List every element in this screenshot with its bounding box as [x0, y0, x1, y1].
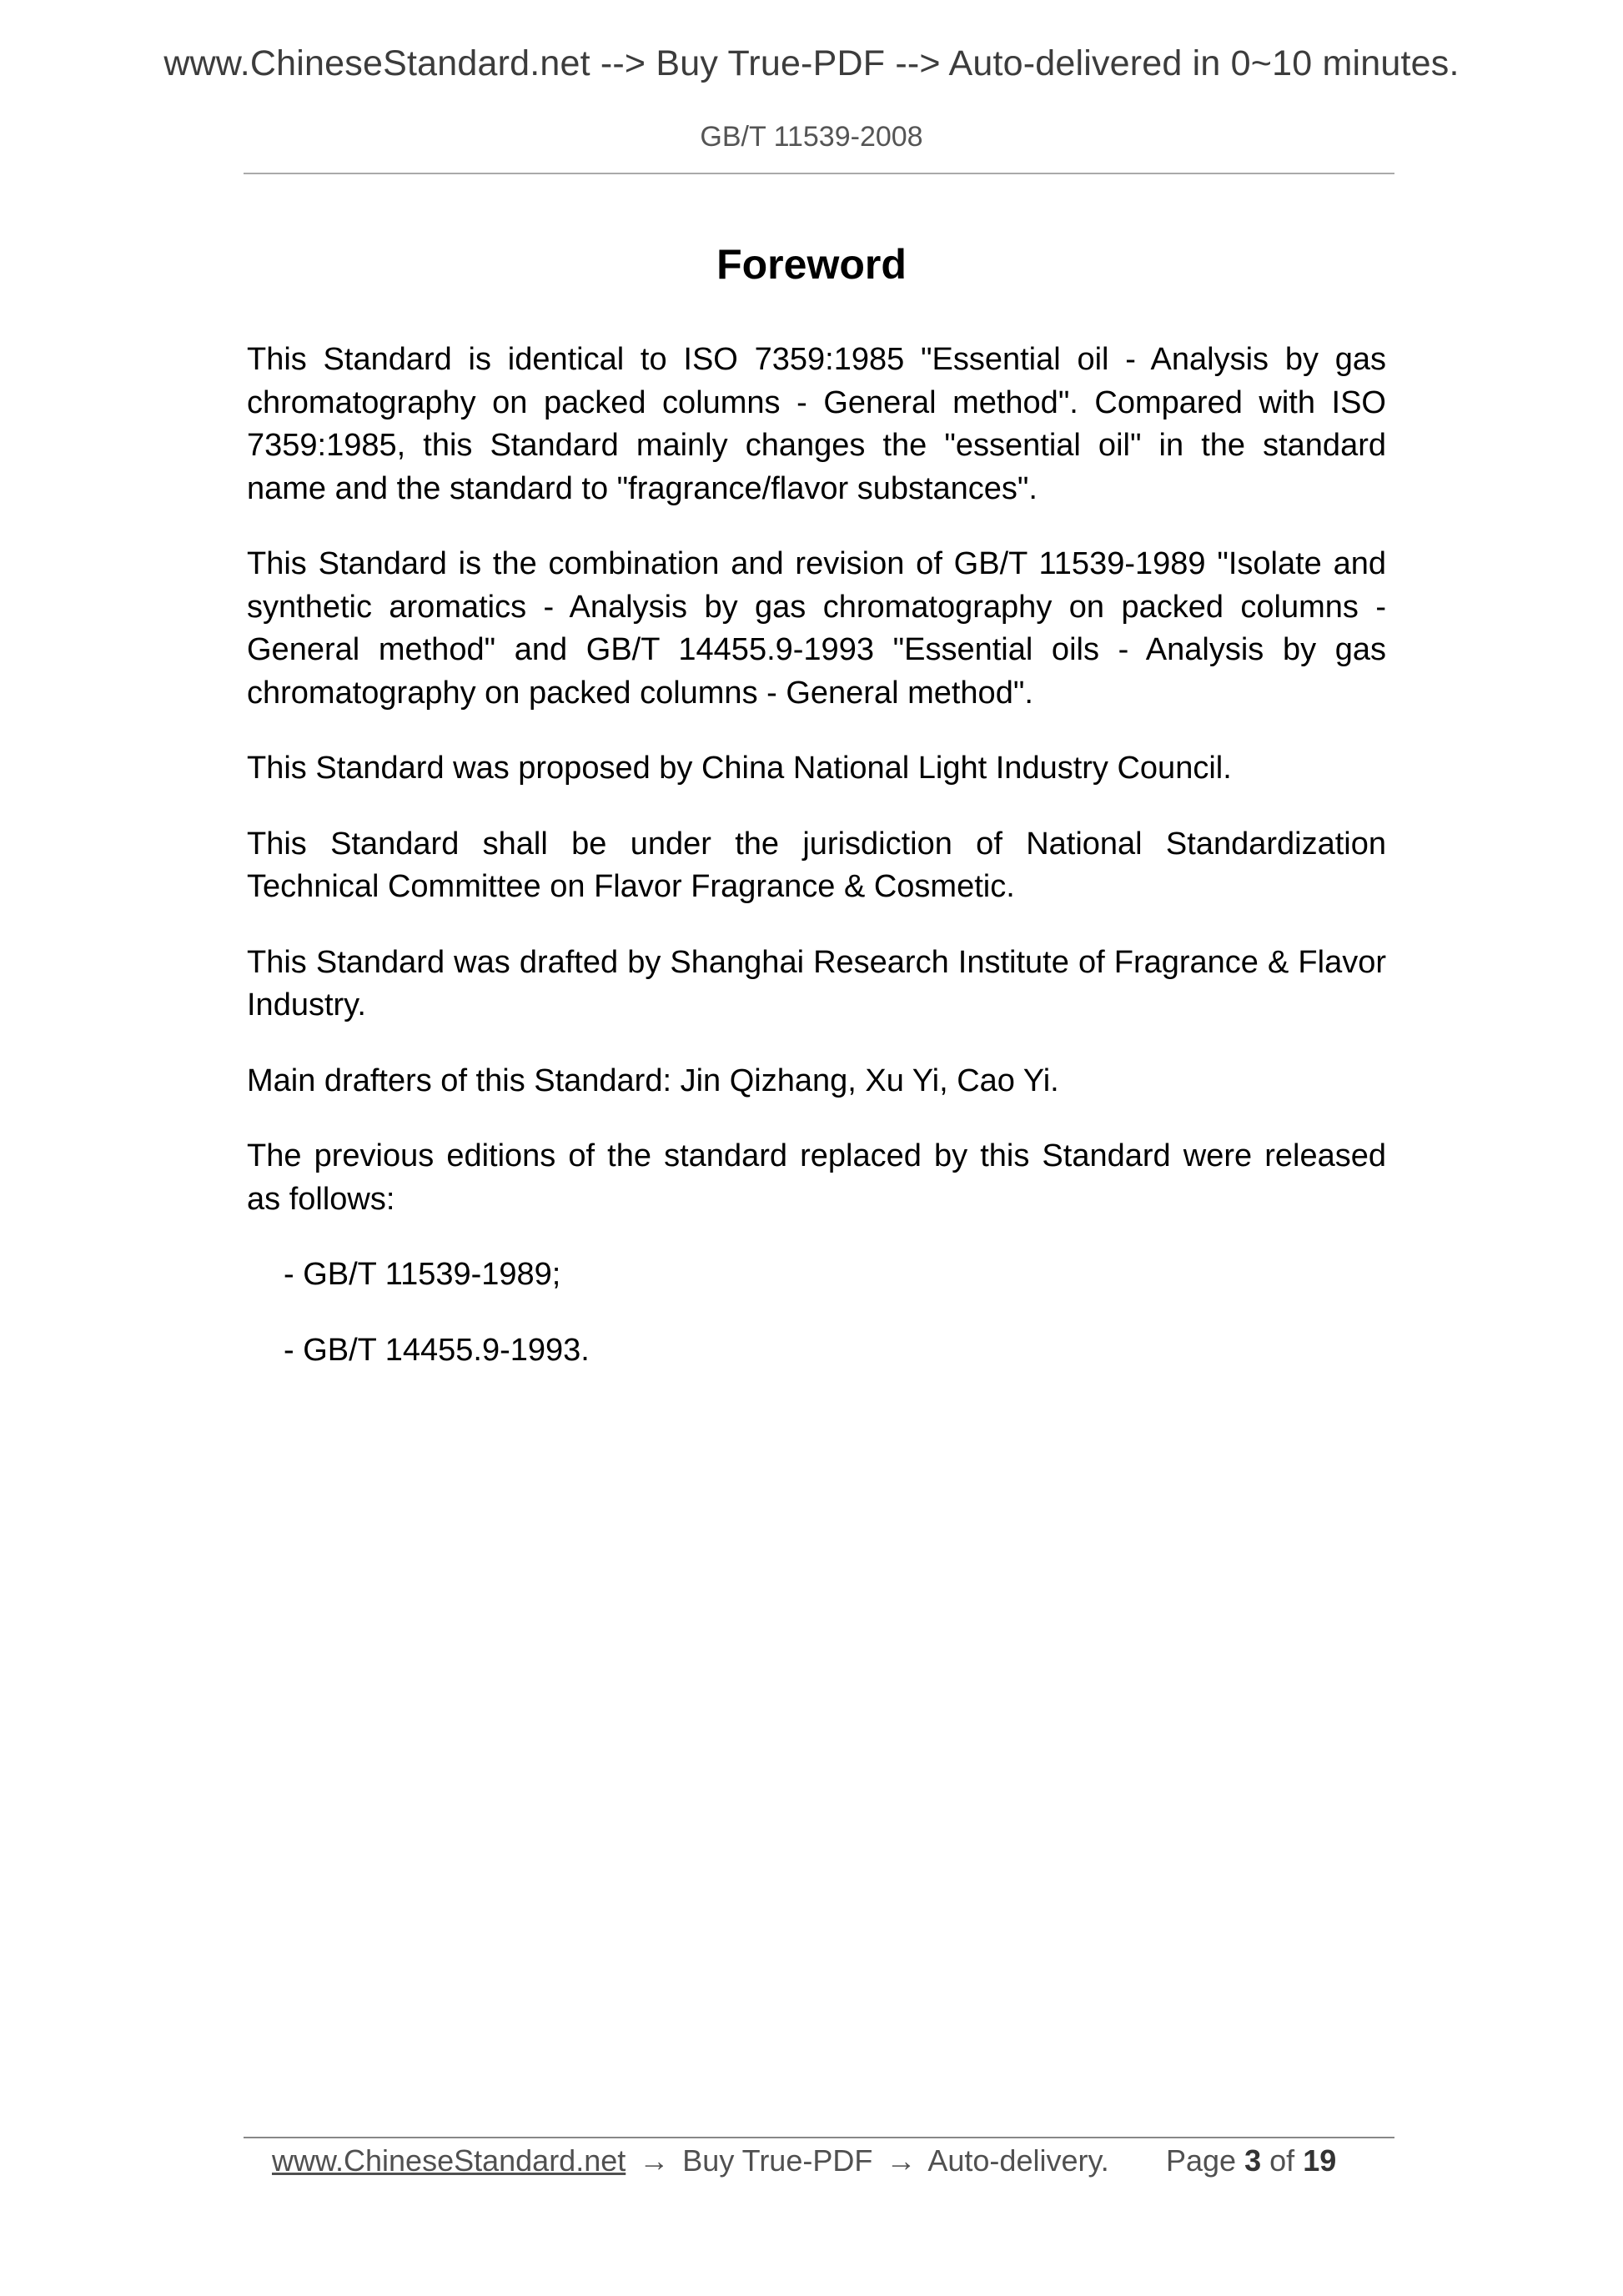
- page-title: Foreword: [716, 241, 907, 288]
- paragraph-drafted-by: This Standard was drafted by Shanghai Research Institute of Fragrance & Flavor Industry.: [247, 944, 1386, 1022]
- standard-code: GB/T 11539-2008: [700, 121, 923, 153]
- page-current: 3: [1244, 2143, 1262, 2178]
- auto-delivery-text: Auto-delivery.: [927, 2143, 1109, 2178]
- page-total: 19: [1303, 2143, 1337, 2178]
- arrow-right-icon: →: [886, 2143, 917, 2178]
- document-body: [247, 339, 1386, 1404]
- list-item: - GB/T 11539-1989;: [284, 1257, 561, 1292]
- paragraph-jurisdiction: This Standard shall be under the jurisdiction of National Standardization Technical Committee on Flavor Fragrance & Cosmetic.: [247, 826, 1386, 904]
- of-label: of: [1269, 2143, 1295, 2178]
- paragraph-proposed-by: This Standard was proposed by China National Light Industry Council.: [247, 751, 1232, 786]
- paragraph-combination-revision: This Standard is the combination and revision of GB/T 11539-1989 "Isolate and synthetic aromatics - Analysis by gas chromatography on packed columns - General method" and GB/T 14455.9-1993 "Essential oils - Analysis by gas chromatography on packed columns - General method".: [247, 546, 1386, 711]
- paragraph-identical-iso: This Standard is identical to ISO 7359:1985 "Essential oil - Analysis by gas chromatography on packed columns - General method". Compared with ISO 7359:1985, this Standard mainly changes the "essential oil" in the standard name and the standard to "fragrance/flavor substances".: [247, 342, 1386, 506]
- site-link[interactable]: www.ChineseStandard.net: [272, 2143, 626, 2178]
- header-divider: [244, 173, 1394, 174]
- page-label: Page: [1166, 2143, 1237, 2178]
- arrow-right-icon: →: [639, 2143, 670, 2178]
- paragraph-previous-editions: The previous editions of the standard replaced by this Standard were released as follows:: [247, 1138, 1386, 1217]
- list-item: - GB/T 14455.9-1993.: [284, 1332, 590, 1368]
- page-number: [1166, 2143, 1336, 2178]
- buy-true-pdf-text: Buy True-PDF: [682, 2143, 873, 2178]
- footer-divider: [244, 2137, 1394, 2138]
- top-banner: www.ChineseStandard.net --> Buy True-PDF --> Auto-delivered in 0~10 minutes.: [163, 43, 1460, 83]
- paragraph-main-drafters: Main drafters of this Standard: Jin Qizhang, Xu Yi, Cao Yi.: [247, 1063, 1059, 1098]
